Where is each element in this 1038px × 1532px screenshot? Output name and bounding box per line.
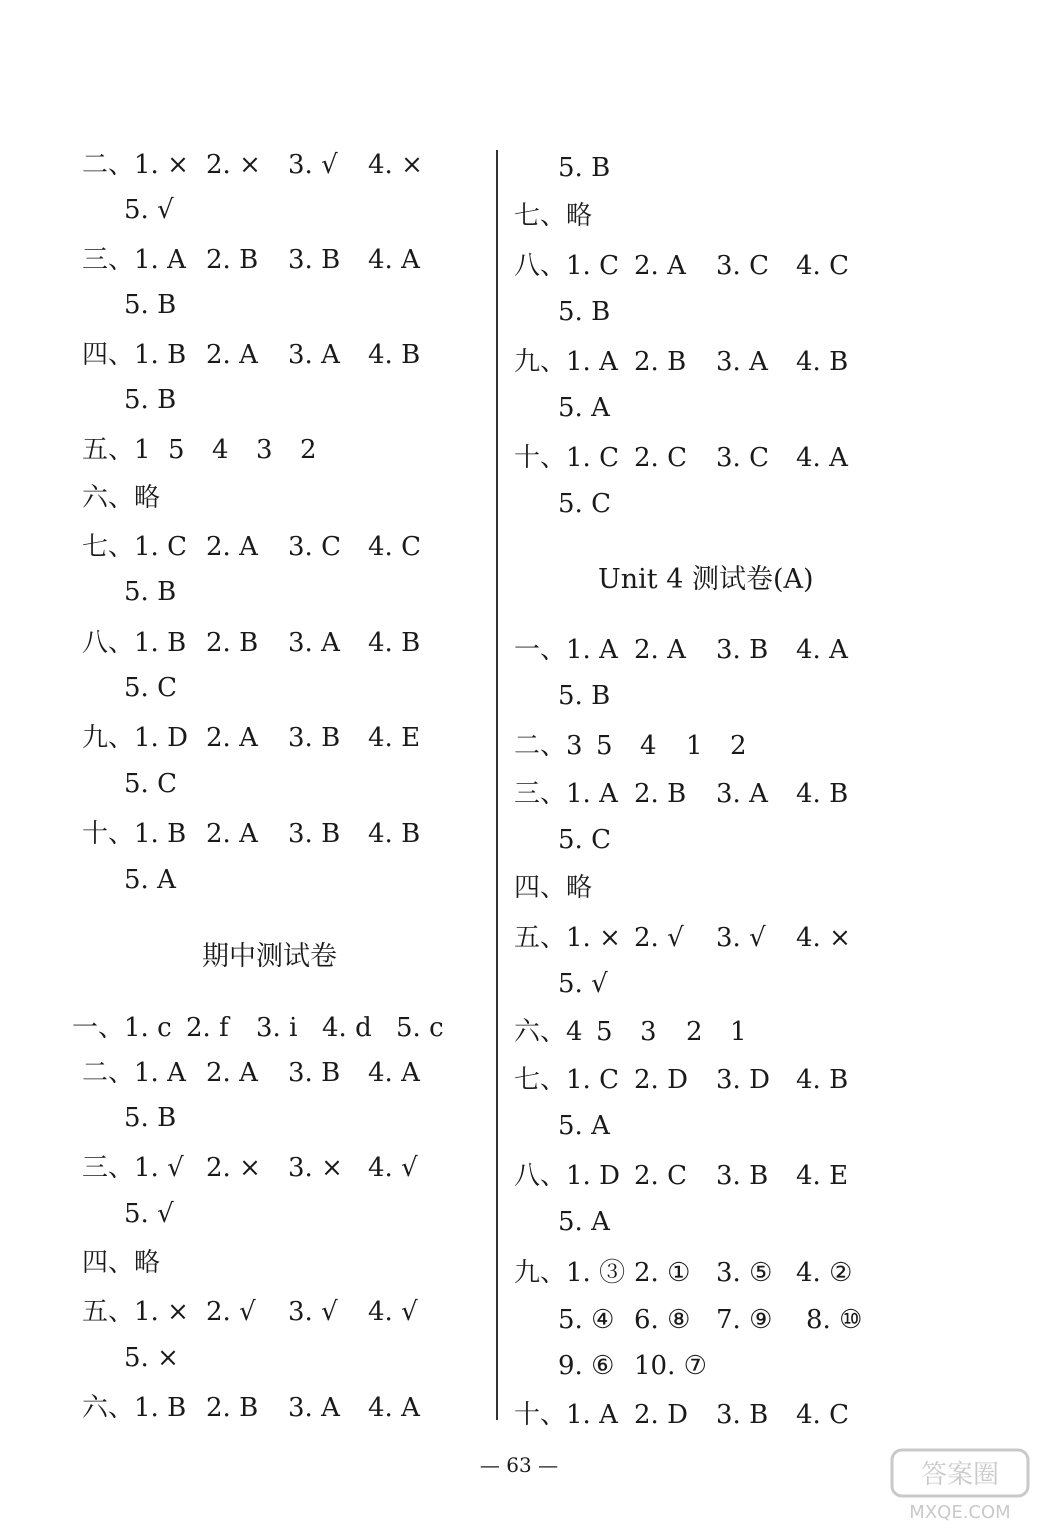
answer-cell: 3. B bbox=[288, 245, 341, 275]
answer-cell: 5. × bbox=[124, 1343, 179, 1373]
answer-cell: 八、1. D bbox=[514, 1161, 620, 1191]
answer-cell: 4. A bbox=[368, 245, 420, 275]
answer-cell: 5. B bbox=[558, 297, 611, 327]
answer-cell: 8. ⑩ bbox=[806, 1305, 863, 1335]
answer-cell: 2. A bbox=[206, 819, 258, 849]
answer-cell: 一、1. A bbox=[514, 635, 618, 665]
svg-text:答案圈: 答案圈 bbox=[920, 1460, 1000, 1490]
answer-cell: 3. √ bbox=[288, 1297, 338, 1327]
answer-cell: 2. ① bbox=[634, 1258, 691, 1288]
answer-cell: 4. C bbox=[796, 251, 849, 281]
answer-cell: 2. C bbox=[634, 443, 687, 473]
answer-cell: 3. √ bbox=[716, 923, 766, 953]
answer-cell: 5. B bbox=[558, 681, 611, 711]
answer-cell: 2. B bbox=[206, 628, 259, 658]
answer-cell: 2. B bbox=[634, 347, 687, 377]
answer-cell: 3. A bbox=[288, 340, 340, 370]
answer-cell: 2. A bbox=[206, 532, 258, 562]
answer-cell: 十、1. C bbox=[514, 443, 619, 473]
answer-cell: 七、1. C bbox=[82, 532, 187, 562]
answer-cell: 2. A bbox=[634, 251, 686, 281]
answer-cell: 5. C bbox=[558, 489, 611, 519]
page-number: — 63 — bbox=[479, 1453, 559, 1477]
answer-cell: 七、1. C bbox=[514, 1065, 619, 1095]
answer-cell: 9. ⑥ bbox=[558, 1351, 615, 1381]
answer-cell: 5 bbox=[596, 731, 613, 761]
column-divider bbox=[496, 150, 498, 1420]
answer-cell: 5. B bbox=[124, 577, 177, 607]
answer-cell: 三、1. A bbox=[514, 779, 618, 809]
answer-cell: 5. B bbox=[124, 1103, 177, 1133]
answer-cell: 5. ④ bbox=[558, 1305, 615, 1335]
answer-cell: 3. A bbox=[288, 628, 340, 658]
answer-cell: 3 bbox=[640, 1017, 657, 1047]
answer-cell: 2. A bbox=[206, 340, 258, 370]
answer-cell: 四、略 bbox=[82, 1248, 161, 1278]
answer-cell: 5. A bbox=[558, 1111, 610, 1141]
answer-cell: 3. B bbox=[288, 819, 341, 849]
answer-cell: 五、1. × bbox=[514, 923, 621, 953]
answer-cell: 4. C bbox=[368, 532, 421, 562]
answer-cell: 4. B bbox=[796, 1065, 849, 1095]
watermark-text: MXQE.COM bbox=[909, 1502, 1011, 1523]
answer-cell: 4 bbox=[212, 435, 229, 465]
answer-cell: 九、1. A bbox=[514, 347, 618, 377]
answer-cell: 4. B bbox=[368, 628, 421, 658]
answer-cell: 10. ⑦ bbox=[634, 1351, 707, 1381]
answer-cell: 4. × bbox=[796, 923, 851, 953]
answer-cell: 4. B bbox=[368, 819, 421, 849]
answer-cell: 2. × bbox=[206, 150, 261, 180]
answer-cell: 5. B bbox=[124, 290, 177, 320]
answer-cell: 5 bbox=[168, 435, 185, 465]
section-title: Unit 4 测试卷(A) bbox=[598, 564, 814, 595]
answer-cell: 三、1. √ bbox=[82, 1153, 184, 1183]
answer-cell: 5. C bbox=[124, 769, 177, 799]
section-title: 期中测试卷 bbox=[202, 941, 337, 972]
answer-cell: 2. B bbox=[206, 1393, 259, 1423]
answer-cell: 7. ⑨ bbox=[716, 1305, 773, 1335]
answer-cell: 六、1. B bbox=[82, 1393, 187, 1423]
answer-cell: 6. ⑧ bbox=[634, 1305, 691, 1335]
answer-cell: 2. B bbox=[634, 779, 687, 809]
answer-cell: 5. √ bbox=[124, 195, 174, 225]
answer-cell: 2. √ bbox=[206, 1297, 256, 1327]
answer-cell: 3. B bbox=[716, 1400, 769, 1430]
answer-cell: 4. A bbox=[368, 1393, 420, 1423]
answer-cell: 3. C bbox=[716, 251, 769, 281]
answer-cell: 5. A bbox=[124, 865, 176, 895]
answer-cell: 5. √ bbox=[124, 1199, 174, 1229]
answer-cell: 二、1. A bbox=[82, 1058, 186, 1088]
answer-cell: 3. B bbox=[288, 723, 341, 753]
answer-cell: 1 bbox=[730, 1017, 747, 1047]
answer-cell: 2. D bbox=[634, 1400, 688, 1430]
answer-cell: 3. i bbox=[256, 1013, 298, 1043]
answer-cell: 九、1. D bbox=[82, 723, 188, 753]
answer-cell: 4. d bbox=[322, 1013, 372, 1043]
answer-cell: 三、1. A bbox=[82, 245, 186, 275]
answer-cell: 3. B bbox=[288, 1058, 341, 1088]
answer-cell: 4. × bbox=[368, 150, 423, 180]
answer-cell: 3. × bbox=[288, 1153, 343, 1183]
answer-cell: 4. A bbox=[368, 1058, 420, 1088]
answer-cell: 2 bbox=[300, 435, 317, 465]
answer-cell: 5. C bbox=[558, 825, 611, 855]
answer-cell: 四、略 bbox=[514, 873, 593, 903]
answer-cell: 3 bbox=[256, 435, 273, 465]
answer-cell: 4. B bbox=[796, 779, 849, 809]
answer-cell: 四、1. B bbox=[82, 340, 187, 370]
answer-cell: 3. B bbox=[716, 1161, 769, 1191]
answer-cell: 六、略 bbox=[82, 483, 161, 513]
answer-cell: 2. f bbox=[186, 1013, 229, 1043]
answer-cell: 2. × bbox=[206, 1153, 261, 1183]
answer-cell: 2 bbox=[730, 731, 747, 761]
answer-cell: 五、1. × bbox=[82, 1297, 189, 1327]
answer-cell: 2. D bbox=[634, 1065, 688, 1095]
answer-cell: 3. A bbox=[716, 779, 768, 809]
answer-cell: 3. B bbox=[716, 635, 769, 665]
answer-cell: 5. √ bbox=[558, 969, 608, 999]
answer-cell: 3. C bbox=[716, 443, 769, 473]
answer-cell: 七、略 bbox=[514, 201, 593, 231]
answer-cell: 3. D bbox=[716, 1065, 770, 1095]
answer-cell: 5 bbox=[596, 1017, 613, 1047]
answer-cell: 4. E bbox=[796, 1161, 849, 1191]
answer-cell: 4. C bbox=[796, 1400, 849, 1430]
answer-cell: 3. C bbox=[288, 532, 341, 562]
answer-cell: 5. C bbox=[124, 673, 177, 703]
answer-cell: 十、1. B bbox=[82, 819, 187, 849]
answer-cell: 4. B bbox=[796, 347, 849, 377]
answer-cell: 1 bbox=[686, 731, 703, 761]
answer-cell: 八、1. B bbox=[82, 628, 187, 658]
answer-cell: 5. A bbox=[558, 393, 610, 423]
watermark-logo-icon bbox=[890, 1448, 1030, 1526]
answer-cell: 3. ⑤ bbox=[716, 1258, 773, 1288]
answer-cell: 一、1. c bbox=[72, 1013, 172, 1043]
answer-cell: 2. A bbox=[206, 723, 258, 753]
answer-cell: 二、1. × bbox=[82, 150, 189, 180]
answer-cell: 4. B bbox=[368, 340, 421, 370]
answer-cell: 九、1. ③ bbox=[514, 1258, 626, 1288]
answer-cell: 八、1. C bbox=[514, 251, 619, 281]
answer-cell: 4 bbox=[640, 731, 657, 761]
answer-cell: 2. B bbox=[206, 245, 259, 275]
answer-cell: 3. √ bbox=[288, 150, 338, 180]
answer-cell: 5. c bbox=[396, 1013, 444, 1043]
answer-cell: 五、1 bbox=[82, 435, 151, 465]
answer-cell: 5. B bbox=[558, 153, 611, 183]
answer-cell: 5. B bbox=[124, 385, 177, 415]
answer-cell: 2 bbox=[686, 1017, 703, 1047]
answer-cell: 2. A bbox=[634, 635, 686, 665]
answer-cell: 2. C bbox=[634, 1161, 687, 1191]
answer-cell: 4. A bbox=[796, 635, 848, 665]
answer-cell: 4. A bbox=[796, 443, 848, 473]
answer-cell: 六、4 bbox=[514, 1017, 583, 1047]
answer-cell: 3. A bbox=[288, 1393, 340, 1423]
answer-cell: 4. ② bbox=[796, 1258, 853, 1288]
answer-cell: 5. A bbox=[558, 1207, 610, 1237]
answer-cell: 3. A bbox=[716, 347, 768, 377]
answer-cell: 十、1. A bbox=[514, 1400, 618, 1430]
answer-cell: 2. √ bbox=[634, 923, 684, 953]
answer-cell: 4. E bbox=[368, 723, 421, 753]
answer-cell: 4. √ bbox=[368, 1153, 418, 1183]
answer-cell: 二、3 bbox=[514, 731, 583, 761]
answer-cell: 4. √ bbox=[368, 1297, 418, 1327]
answer-cell: 2. A bbox=[206, 1058, 258, 1088]
